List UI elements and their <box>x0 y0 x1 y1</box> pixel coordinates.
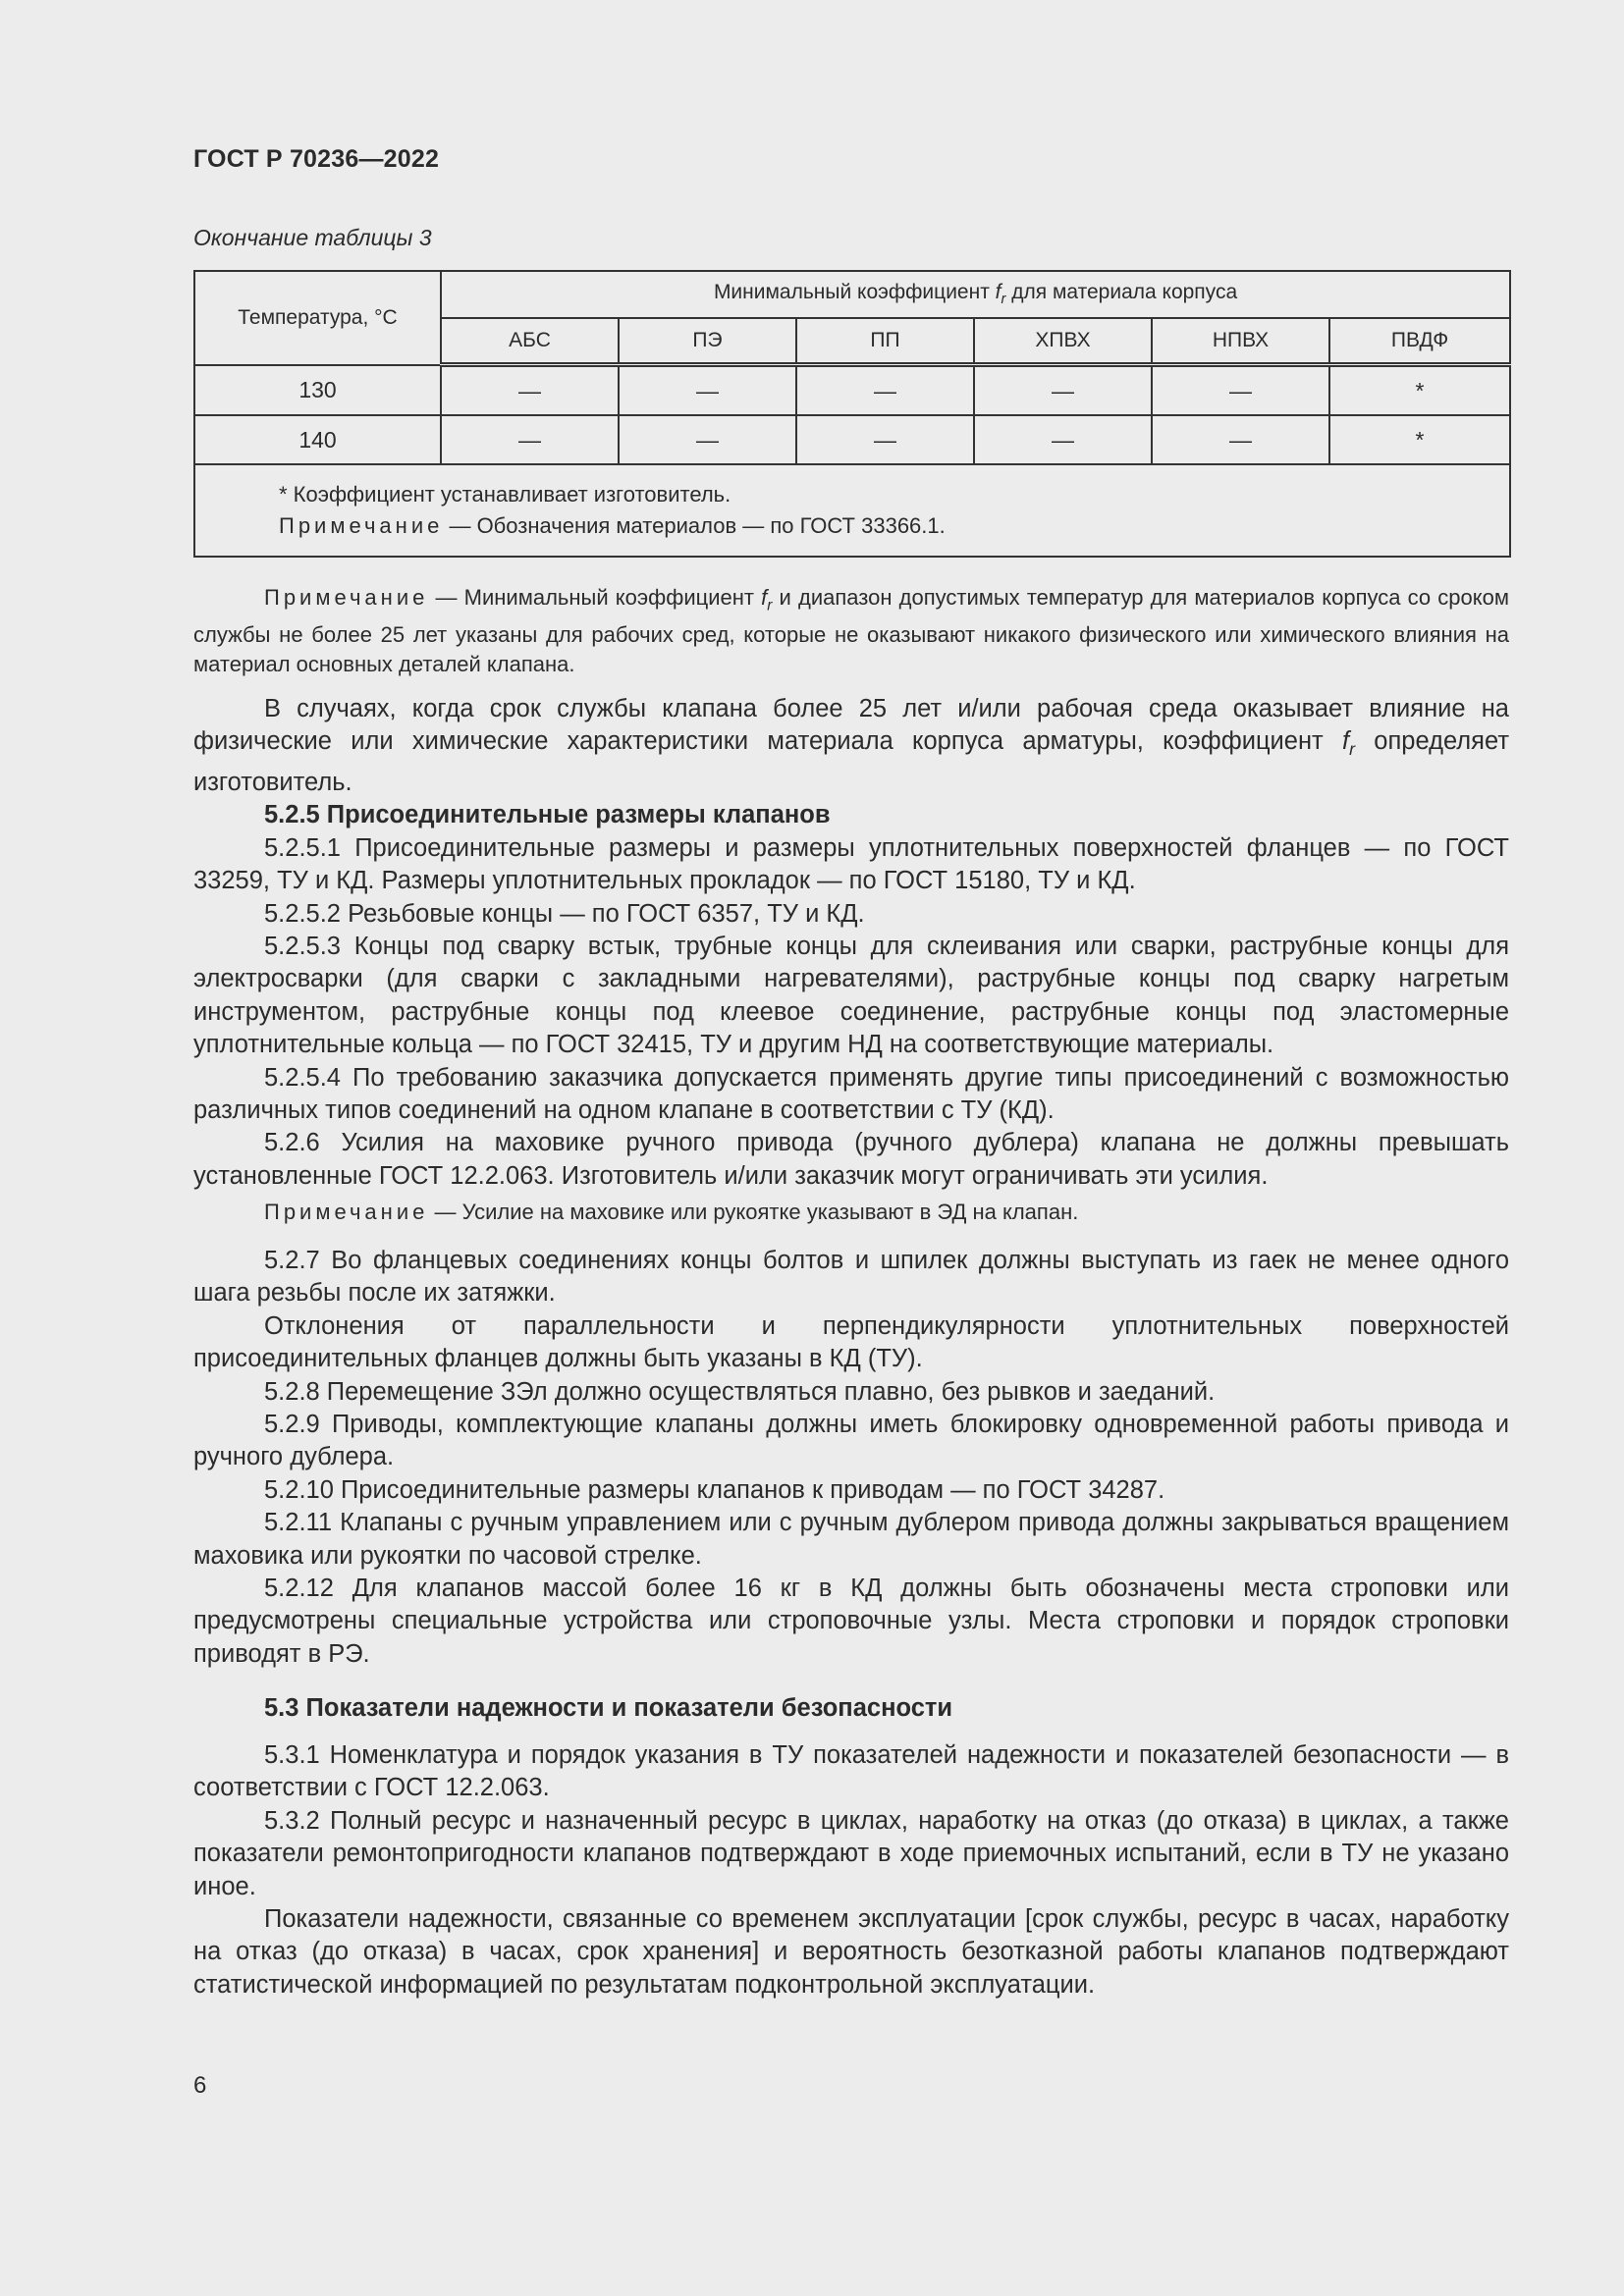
value-cell: — <box>619 365 796 416</box>
material-header: ПВДФ <box>1329 318 1510 365</box>
value-cell: — <box>796 415 974 464</box>
value-cell: — <box>974 365 1152 416</box>
table-row <box>194 415 1510 464</box>
coefficient-table <box>193 270 1511 558</box>
coefficient-header: Минимальный коэффициент $f_r$ для материала корпуса <box>441 271 1510 318</box>
paragraph: 5.2.7 Во фланцевых соединениях концы болтов и шпилек должны выступать из гаек не менее одного шага резьбы после их затяжки. <box>193 1247 1509 1308</box>
table-note-line: Примечание — Обозначения материалов — по ГОСТ 33366.1. <box>279 513 946 538</box>
table-row <box>194 365 1510 416</box>
paragraph: 5.2.9 Приводы, комплектующие клапаны должны иметь блокировку одновременной работы привода и ручного дублера. <box>193 1411 1509 1471</box>
paragraph: 5.2.5.3 Концы под сварку встык, трубные концы для склеивания или сварки, раструбные концы для электросварки (для сварки с закладными нагревателями), раструбные концы под сварку нагретым инструментом, раструбные концы под клеевое соединение, раструбные концы под эластомерные уплотнительные кольца — по ГОСТ 32415, ТУ и другим НД на соответствующие материалы. <box>193 932 1509 1059</box>
note-1: Примечание — Минимальный коэффициент $f_r$ и диапазон допустимых температур для материалов корпуса со сроком службы не более 25 лет указаны для рабочих сред, которые не оказывают никакого физического или химического влияния на материал основных деталей клапана. <box>193 585 1509 677</box>
table-caption: Окончание таблицы 3 <box>193 225 432 250</box>
section-heading: 5.3 Показатели надежности и показатели безопасности <box>264 1694 953 1722</box>
table-note <box>194 464 1510 557</box>
paragraph: 5.2.11 Клапаны с ручным управлением или с ручным дублером привода должны закрываться вращением маховика или рукоятки по часовой стрелке. <box>193 1509 1509 1570</box>
material-header: ПП <box>796 318 974 365</box>
material-header: ПЭ <box>619 318 796 365</box>
value-cell: — <box>441 365 619 416</box>
material-header: ХПВХ <box>974 318 1152 365</box>
material-header: АБС <box>441 318 619 365</box>
paragraph: 5.2.10 Присоединительные размеры клапанов к приводам — по ГОСТ 34287. <box>264 1475 1165 1504</box>
section-heading: 5.2.5 Присоединительные размеры клапанов <box>264 801 831 829</box>
paragraph: 5.2.6 Усилия на маховике ручного привода (ручного дублера) клапана не должны превышать установленные ГОСТ 12.2.063. Изготовитель и/или заказчик могут ограничивать эти усилия. <box>193 1129 1509 1190</box>
body-text-b <box>193 1245 1509 1671</box>
paragraph: 5.3.1 Номенклатура и порядок указания в ТУ показателей надежности и показателей безопасности — в соответствии с ГОСТ 12.2.063. <box>193 1741 1509 1802</box>
value-cell: — <box>619 415 796 464</box>
paragraph: Показатели надежности, связанные со временем эксплуатации [срок службы, ресурс в часах, наработку на отказ (до отказа) в часах, срок хранения] и вероятность безотказной работы клапанов подтверждают статистической информацией по результатам подконтрольной эксплуатации. <box>193 1905 1509 1999</box>
value-cell: * <box>1329 415 1510 464</box>
paragraph: 5.2.12 Для клапанов массой более 16 кг в КД должны быть обозначены места строповки или предусмотрены специальные устройства или строповочные узлы. Места строповки и порядок строповки приводят в РЭ. <box>193 1575 1509 1668</box>
temperature-cell: 140 <box>194 415 441 464</box>
document-title: ГОСТ Р 70236—2022 <box>193 145 440 173</box>
value-cell: — <box>974 415 1152 464</box>
paragraph: 5.2.5.2 Резьбовые концы — по ГОСТ 6357, ТУ и КД. <box>264 899 865 928</box>
table-footnote: * Коэффициент устанавливает изготовитель. <box>279 482 731 507</box>
paragraph: 5.2.5.1 Присоединительные размеры и размеры уплотнительных поверхностей фланцев — по ГОСТ 33259, ТУ и КД. Размеры уплотнительных прокладок — по ГОСТ 15180, ТУ и КД. <box>193 833 1509 895</box>
paragraph: 5.3.2 Полный ресурс и назначенный ресурс в циклах, наработку на отказ (до отказа) в циклах, а также показатели ремонтопригодности клапанов подтверждают в ходе приемочных испытаний, если в ТУ не указано иное. <box>193 1806 1509 1900</box>
body-text-c <box>193 1739 1509 2002</box>
value-cell: — <box>1152 415 1329 464</box>
paragraph: 5.2.5.4 По требованию заказчика допускается применять другие типы присоединений с возможностью различных типов соединений на одном клапане в соответствии с ТУ (КД). <box>193 1063 1509 1124</box>
page-number: 6 <box>193 2072 207 2099</box>
value-cell: — <box>441 415 619 464</box>
value-cell: — <box>796 365 974 416</box>
paragraph: 5.2.8 Перемещение ЗЭл должно осуществляться плавно, без рывков и заеданий. <box>264 1377 1216 1406</box>
note-2: Примечание — Усилие на маховике или рукоятке указывают в ЭД на клапан. <box>264 1200 1079 1224</box>
value-cell: — <box>1152 365 1329 416</box>
temperature-header: Температура, °С <box>194 271 441 365</box>
paragraph: Отклонения от параллельности и перпендикулярности уплотнительных поверхностей присоединительных фланцев должны быть указаны в КД (ТУ). <box>193 1311 1509 1373</box>
note-word: Примечание <box>279 513 444 538</box>
section-5-3 <box>193 1692 1509 1725</box>
temperature-cell: 130 <box>194 365 441 416</box>
material-header: НПВХ <box>1152 318 1329 365</box>
body-text-a <box>193 693 1509 1193</box>
value-cell: * <box>1329 365 1510 416</box>
paragraph: В случаях, когда срок службы клапана более 25 лет и/или рабочая среда оказывает влияние на физические или химические характеристики материала корпуса арматуры, коэффициент $f_r$ определяет изготовитель. <box>193 695 1510 796</box>
